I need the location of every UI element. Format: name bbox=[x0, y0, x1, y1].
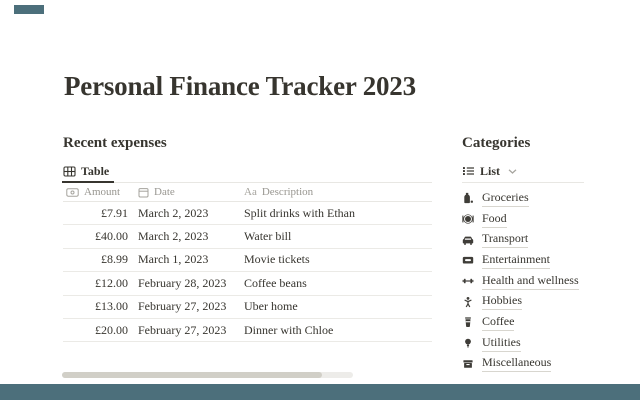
cell-date[interactable]: March 1, 2023 bbox=[138, 252, 209, 267]
category-item-groceries[interactable] bbox=[462, 188, 584, 209]
cell-description[interactable]: Split drinks with Ethan bbox=[244, 205, 355, 220]
cell-description[interactable]: Dinner with Chloe bbox=[244, 322, 334, 337]
category-label: Transport bbox=[482, 231, 528, 248]
category-label: Miscellaneous bbox=[482, 355, 551, 372]
recent-expenses-heading[interactable]: Recent expenses bbox=[63, 135, 167, 151]
meal-icon bbox=[462, 213, 474, 225]
category-item-health[interactable] bbox=[462, 271, 584, 292]
expenses-view-tabs bbox=[63, 160, 432, 183]
category-label: Entertainment bbox=[482, 252, 550, 269]
category-label: Coffee bbox=[482, 314, 514, 331]
dumbbell-icon bbox=[462, 275, 474, 287]
box-icon bbox=[462, 358, 474, 370]
list-icon bbox=[462, 165, 475, 177]
table-row[interactable] bbox=[63, 202, 432, 225]
chevron-down-icon bbox=[508, 168, 517, 175]
cell-date[interactable]: February 28, 2023 bbox=[138, 275, 227, 290]
table-header-row bbox=[63, 183, 432, 202]
category-item-transport[interactable] bbox=[462, 229, 584, 250]
page-title[interactable]: Personal Finance Tracker 2023 bbox=[64, 71, 416, 101]
bottom-accent-bar bbox=[0, 384, 640, 400]
currency-icon bbox=[66, 187, 79, 198]
table-row[interactable] bbox=[63, 272, 432, 295]
cell-description[interactable]: Coffee beans bbox=[244, 275, 307, 290]
tab-table-label: Table bbox=[81, 163, 110, 178]
table-row[interactable] bbox=[63, 319, 432, 342]
category-label: Utilities bbox=[482, 335, 521, 352]
cell-date[interactable]: February 27, 2023 bbox=[138, 299, 227, 314]
cell-date[interactable]: February 27, 2023 bbox=[138, 322, 227, 337]
bottle-icon bbox=[462, 192, 474, 204]
tab-list-label: List bbox=[480, 163, 501, 178]
cell-amount[interactable]: £20.00 bbox=[95, 322, 128, 337]
cell-amount[interactable]: £7.91 bbox=[101, 205, 128, 220]
cell-description[interactable]: Water bill bbox=[244, 229, 292, 244]
cell-amount[interactable]: £40.00 bbox=[95, 229, 128, 244]
cell-amount[interactable]: £8.99 bbox=[101, 252, 128, 267]
categories-view-tabs bbox=[462, 160, 584, 183]
category-label: Food bbox=[482, 211, 507, 228]
column-header-date[interactable] bbox=[133, 186, 239, 198]
category-list bbox=[462, 183, 584, 374]
category-item-coffee[interactable] bbox=[462, 312, 584, 333]
cup-icon bbox=[462, 316, 474, 328]
cell-date[interactable]: March 2, 2023 bbox=[138, 229, 209, 244]
table-row[interactable] bbox=[63, 249, 432, 272]
cell-amount[interactable]: £12.00 bbox=[95, 275, 128, 290]
text-icon: Aa bbox=[244, 186, 257, 198]
lightbulb-icon bbox=[462, 337, 474, 349]
category-item-hobbies[interactable] bbox=[462, 291, 584, 312]
cell-description[interactable]: Uber home bbox=[244, 299, 298, 314]
calendar-icon bbox=[138, 187, 149, 198]
category-item-food[interactable] bbox=[462, 209, 584, 230]
category-label: Health and wellness bbox=[482, 273, 579, 290]
person-icon bbox=[462, 296, 474, 308]
category-label: Groceries bbox=[482, 190, 529, 207]
scrollbar-thumb[interactable] bbox=[62, 372, 322, 378]
cell-description[interactable]: Movie tickets bbox=[244, 252, 310, 267]
tab-list-view[interactable] bbox=[462, 160, 517, 182]
top-accent-fragment bbox=[14, 5, 44, 14]
column-header-amount[interactable] bbox=[63, 186, 133, 198]
table-row[interactable] bbox=[63, 296, 432, 319]
table-icon bbox=[63, 165, 76, 178]
categories-heading[interactable]: Categories bbox=[462, 135, 531, 151]
category-item-utilities[interactable] bbox=[462, 333, 584, 354]
table-row[interactable] bbox=[63, 225, 432, 248]
category-item-entertainment[interactable] bbox=[462, 250, 584, 271]
cell-amount[interactable]: £13.00 bbox=[95, 299, 128, 314]
column-header-description[interactable] bbox=[239, 186, 432, 198]
cell-date[interactable]: March 2, 2023 bbox=[138, 205, 209, 220]
category-item-miscellaneous[interactable] bbox=[462, 354, 584, 375]
active-tab-underline bbox=[62, 181, 114, 183]
column-header-date-label: Date bbox=[154, 186, 175, 198]
tape-icon bbox=[462, 254, 474, 266]
column-header-description-label: Description bbox=[261, 186, 314, 198]
categories-section bbox=[462, 135, 584, 374]
horizontal-scrollbar[interactable] bbox=[62, 372, 353, 378]
column-header-amount-label: Amount bbox=[84, 186, 121, 198]
car-icon bbox=[462, 234, 474, 246]
recent-expenses-section bbox=[63, 135, 432, 342]
tab-table-view[interactable] bbox=[63, 160, 109, 182]
category-label: Hobbies bbox=[482, 293, 522, 310]
